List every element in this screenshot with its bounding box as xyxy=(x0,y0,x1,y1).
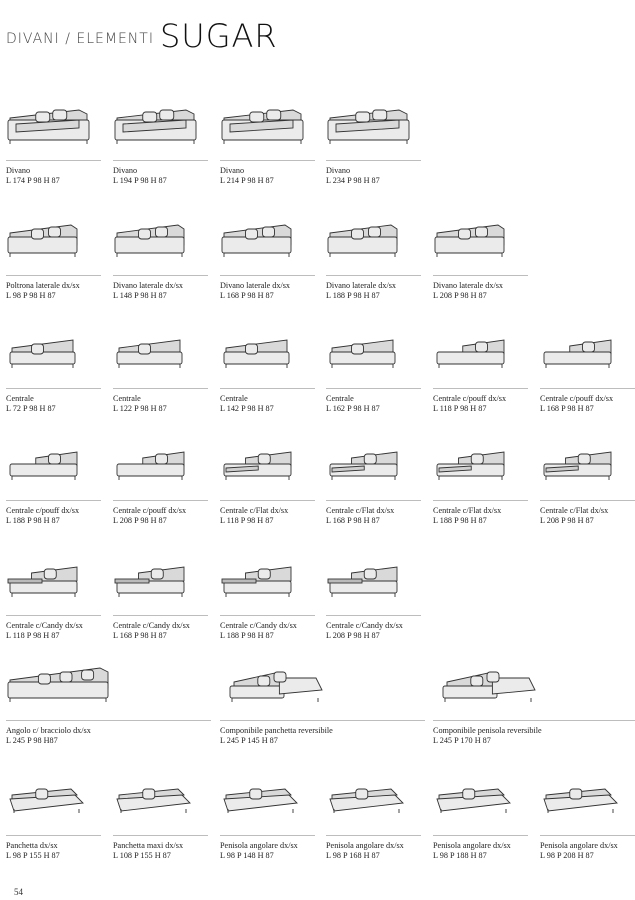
product-caption xyxy=(113,621,190,641)
sofa-illustration xyxy=(113,328,208,380)
sofa-icon xyxy=(6,100,91,152)
sofa-illustration xyxy=(220,775,315,827)
sofa-illustration xyxy=(433,775,528,827)
product-caption xyxy=(113,281,183,301)
product-name: Divano laterale dx/sx xyxy=(326,281,397,290)
product-caption xyxy=(113,394,167,414)
sofa-icon xyxy=(540,328,625,380)
item-divider xyxy=(6,275,101,276)
product-dimensions: L 214 P 98 H 87 xyxy=(220,176,274,185)
sofa-icon xyxy=(220,100,305,152)
item-divider xyxy=(540,835,635,836)
product-dimensions: L 118 P 98 H 87 xyxy=(433,404,487,413)
sofa-icon xyxy=(6,440,91,492)
product-name: Angolo c/ bracciolo dx/sx xyxy=(6,726,91,735)
item-divider xyxy=(113,500,208,501)
sofa-illustration xyxy=(220,215,315,267)
sofa-icon xyxy=(220,440,305,492)
product-dimensions: L 168 P 98 H 87 xyxy=(113,631,167,640)
product-dimensions: L 108 P 155 H 87 xyxy=(113,851,171,860)
sofa-illustration xyxy=(220,440,315,492)
item-divider xyxy=(220,275,315,276)
product-name: Penisola angolare dx/sx xyxy=(220,841,298,850)
product-caption xyxy=(326,506,394,526)
product-caption xyxy=(433,726,542,746)
item-divider xyxy=(433,275,528,276)
product-title: SUGAR xyxy=(159,17,278,55)
item-divider xyxy=(113,160,208,161)
product-dimensions: L 208 P 98 H 87 xyxy=(113,516,167,525)
sofa-icon xyxy=(326,215,411,267)
sofa-illustration xyxy=(113,215,208,267)
product-caption xyxy=(540,394,613,414)
product-dimensions: L 162 P 98 H 87 xyxy=(326,404,380,413)
product-name: Penisola angolare dx/sx xyxy=(433,841,511,850)
sofa-illustration xyxy=(326,215,421,267)
product-name: Panchetta maxi dx/sx xyxy=(113,841,184,850)
sofa-icon xyxy=(326,100,411,152)
sofa-illustration xyxy=(220,555,315,607)
section-subtitle: DIVANI / ELEMENTI xyxy=(6,31,154,47)
item-divider xyxy=(220,500,315,501)
product-caption xyxy=(326,394,380,414)
product-caption xyxy=(113,841,183,861)
sofa-illustration xyxy=(220,100,315,152)
product-name: Centrale c/Flat dx/sx xyxy=(540,506,609,515)
sofa-icon xyxy=(433,440,518,492)
product-name: Poltrona laterale dx/sx xyxy=(6,281,80,290)
item-divider xyxy=(6,388,101,389)
sofa-icon xyxy=(113,100,198,152)
item-divider xyxy=(6,615,101,616)
product-name: Centrale xyxy=(6,394,34,403)
item-divider xyxy=(113,388,208,389)
product-dimensions: L 208 P 98 H 87 xyxy=(326,631,380,640)
product-dimensions: L 168 P 98 H 87 xyxy=(326,516,380,525)
item-divider xyxy=(433,835,528,836)
sofa-icon xyxy=(113,555,198,607)
sofa-illustration xyxy=(113,100,208,152)
sofa-illustration xyxy=(326,328,421,380)
sofa-illustration xyxy=(433,328,528,380)
item-divider xyxy=(6,720,211,721)
item-divider xyxy=(220,835,315,836)
product-caption xyxy=(6,166,60,186)
item-divider xyxy=(6,160,101,161)
product-name: Centrale xyxy=(113,394,141,403)
product-dimensions: L 98 P 155 H 87 xyxy=(6,851,60,860)
sofa-illustration xyxy=(326,440,421,492)
product-dimensions: L 188 P 98 H 87 xyxy=(6,516,60,525)
product-name: Penisola angolare dx/sx xyxy=(326,841,404,850)
product-name: Divano xyxy=(326,166,351,175)
product-caption xyxy=(113,506,186,526)
product-dimensions: L 118 P 98 H 87 xyxy=(6,631,60,640)
product-caption xyxy=(220,281,290,301)
sofa-illustration xyxy=(6,660,211,712)
product-caption xyxy=(113,166,167,186)
sofa-illustration xyxy=(433,215,528,267)
item-divider xyxy=(433,720,635,721)
sofa-icon xyxy=(326,328,411,380)
product-name: Centrale c/pouff dx/sx xyxy=(433,394,507,403)
sofa-icon xyxy=(540,440,625,492)
sofa-illustration xyxy=(540,440,635,492)
item-divider xyxy=(220,388,315,389)
item-divider xyxy=(6,835,101,836)
item-divider xyxy=(326,388,421,389)
sofa-illustration xyxy=(6,555,101,607)
product-caption xyxy=(220,506,288,526)
product-caption xyxy=(326,281,396,301)
item-divider xyxy=(6,500,101,501)
sofa-icon xyxy=(433,775,518,827)
product-dimensions: L 98 P 208 H 87 xyxy=(540,851,594,860)
product-caption xyxy=(6,841,60,861)
item-divider xyxy=(326,835,421,836)
product-dimensions: L 142 P 98 H 87 xyxy=(220,404,274,413)
sofa-icon xyxy=(326,775,411,827)
product-dimensions: L 168 P 98 H 87 xyxy=(540,404,594,413)
sofa-illustration xyxy=(6,215,101,267)
page-number: 54 xyxy=(14,887,23,897)
sofa-icon xyxy=(433,660,541,712)
sofa-illustration xyxy=(113,555,208,607)
item-divider xyxy=(326,275,421,276)
product-dimensions: L 122 P 98 H 87 xyxy=(113,404,167,413)
sofa-icon xyxy=(220,215,305,267)
sofa-icon xyxy=(6,660,114,712)
product-name: Centrale c/pouff dx/sx xyxy=(540,394,614,403)
product-caption xyxy=(6,726,91,746)
sofa-illustration xyxy=(433,660,635,712)
product-name: Centrale c/Candy dx/sx xyxy=(6,621,83,630)
sofa-illustration xyxy=(6,328,101,380)
sofa-icon xyxy=(326,555,411,607)
sofa-icon xyxy=(113,215,198,267)
sofa-illustration xyxy=(326,100,421,152)
sofa-icon xyxy=(326,440,411,492)
sofa-icon xyxy=(6,555,91,607)
product-caption xyxy=(6,506,79,526)
sofa-illustration xyxy=(6,100,101,152)
product-name: Centrale c/pouff dx/sx xyxy=(113,506,187,515)
product-dimensions: L 188 P 98 H 87 xyxy=(433,516,487,525)
product-name: Centrale xyxy=(326,394,354,403)
product-dimensions: L 98 P 98 H 87 xyxy=(6,291,56,300)
sofa-icon xyxy=(433,328,518,380)
sofa-icon xyxy=(220,775,305,827)
product-name: Centrale c/Candy dx/sx xyxy=(326,621,403,630)
catalog-grid xyxy=(6,0,634,880)
product-caption xyxy=(220,841,298,861)
sofa-icon xyxy=(6,775,91,827)
product-caption xyxy=(433,281,503,301)
item-divider xyxy=(433,500,528,501)
product-caption xyxy=(540,841,618,861)
product-name: Componibile penisola reversibile xyxy=(433,726,542,735)
sofa-illustration xyxy=(6,775,101,827)
product-caption xyxy=(220,394,274,414)
sofa-illustration xyxy=(540,328,635,380)
sofa-illustration xyxy=(6,440,101,492)
product-caption xyxy=(433,394,506,414)
item-divider xyxy=(113,275,208,276)
product-name: Centrale c/Candy dx/sx xyxy=(220,621,297,630)
item-divider xyxy=(220,160,315,161)
sofa-illustration xyxy=(326,775,421,827)
product-name: Penisola angolare dx/sx xyxy=(540,841,618,850)
product-dimensions: L 208 P 98 H 87 xyxy=(433,291,487,300)
sofa-icon xyxy=(220,660,328,712)
sofa-icon xyxy=(433,215,518,267)
product-dimensions: L 168 P 98 H 87 xyxy=(220,291,274,300)
product-name: Centrale c/Flat dx/sx xyxy=(326,506,395,515)
sofa-illustration xyxy=(433,440,528,492)
product-dimensions: L 245 P 170 H 87 xyxy=(433,736,491,745)
product-caption xyxy=(433,506,501,526)
item-divider xyxy=(540,500,635,501)
item-divider xyxy=(326,160,421,161)
sofa-illustration xyxy=(540,775,635,827)
sofa-illustration xyxy=(113,440,208,492)
sofa-icon xyxy=(540,775,625,827)
product-caption xyxy=(326,841,404,861)
product-caption xyxy=(6,394,56,414)
sofa-illustration xyxy=(113,775,208,827)
product-caption xyxy=(220,166,274,186)
sofa-icon xyxy=(113,440,198,492)
product-dimensions: L 174 P 98 H 87 xyxy=(6,176,60,185)
product-caption xyxy=(326,621,403,641)
product-caption xyxy=(326,166,380,186)
product-caption xyxy=(220,726,333,746)
product-caption xyxy=(540,506,608,526)
product-dimensions: L 188 P 98 H 87 xyxy=(220,631,274,640)
product-name: Centrale c/Flat dx/sx xyxy=(433,506,502,515)
product-name: Divano laterale dx/sx xyxy=(433,281,504,290)
item-divider xyxy=(220,615,315,616)
product-dimensions: L 188 P 98 H 87 xyxy=(326,291,380,300)
product-name: Componibile panchetta reversibile xyxy=(220,726,333,735)
product-name: Panchetta dx/sx xyxy=(6,841,58,850)
item-divider xyxy=(326,500,421,501)
product-caption xyxy=(6,281,80,301)
product-name: Divano laterale dx/sx xyxy=(220,281,291,290)
product-name: Divano xyxy=(113,166,138,175)
item-divider xyxy=(326,615,421,616)
product-name: Divano xyxy=(220,166,245,175)
product-name: Divano laterale dx/sx xyxy=(113,281,184,290)
sofa-illustration xyxy=(220,328,315,380)
item-divider xyxy=(113,835,208,836)
product-name: Divano xyxy=(6,166,31,175)
sofa-icon xyxy=(6,215,91,267)
sofa-icon xyxy=(113,328,198,380)
product-name: Centrale c/Flat dx/sx xyxy=(220,506,289,515)
product-name: Centrale xyxy=(220,394,248,403)
product-dimensions: L 118 P 98 H 87 xyxy=(220,516,274,525)
product-name: Centrale c/Candy dx/sx xyxy=(113,621,190,630)
product-dimensions: L 98 P 188 H 87 xyxy=(433,851,487,860)
sofa-icon xyxy=(6,328,91,380)
product-dimensions: L 245 P 145 H 87 xyxy=(220,736,278,745)
item-divider xyxy=(113,615,208,616)
product-caption xyxy=(433,841,511,861)
product-dimensions: L 98 P 168 H 87 xyxy=(326,851,380,860)
product-dimensions: L 148 P 98 H 87 xyxy=(113,291,167,300)
product-caption xyxy=(220,621,297,641)
product-caption xyxy=(6,621,83,641)
sofa-icon xyxy=(113,775,198,827)
item-divider xyxy=(220,720,425,721)
sofa-icon xyxy=(220,328,305,380)
product-dimensions: L 234 P 98 H 87 xyxy=(326,176,380,185)
product-dimensions: L 194 P 98 H 87 xyxy=(113,176,167,185)
product-dimensions: L 98 P 148 H 87 xyxy=(220,851,274,860)
product-name: Centrale c/pouff dx/sx xyxy=(6,506,80,515)
item-divider xyxy=(540,388,635,389)
product-dimensions: L 208 P 98 H 87 xyxy=(540,516,594,525)
product-dimensions: L 245 P 98 H87 xyxy=(6,736,58,745)
product-dimensions: L 72 P 98 H 87 xyxy=(6,404,56,413)
sofa-illustration xyxy=(220,660,425,712)
sofa-icon xyxy=(220,555,305,607)
sofa-illustration xyxy=(326,555,421,607)
item-divider xyxy=(433,388,528,389)
